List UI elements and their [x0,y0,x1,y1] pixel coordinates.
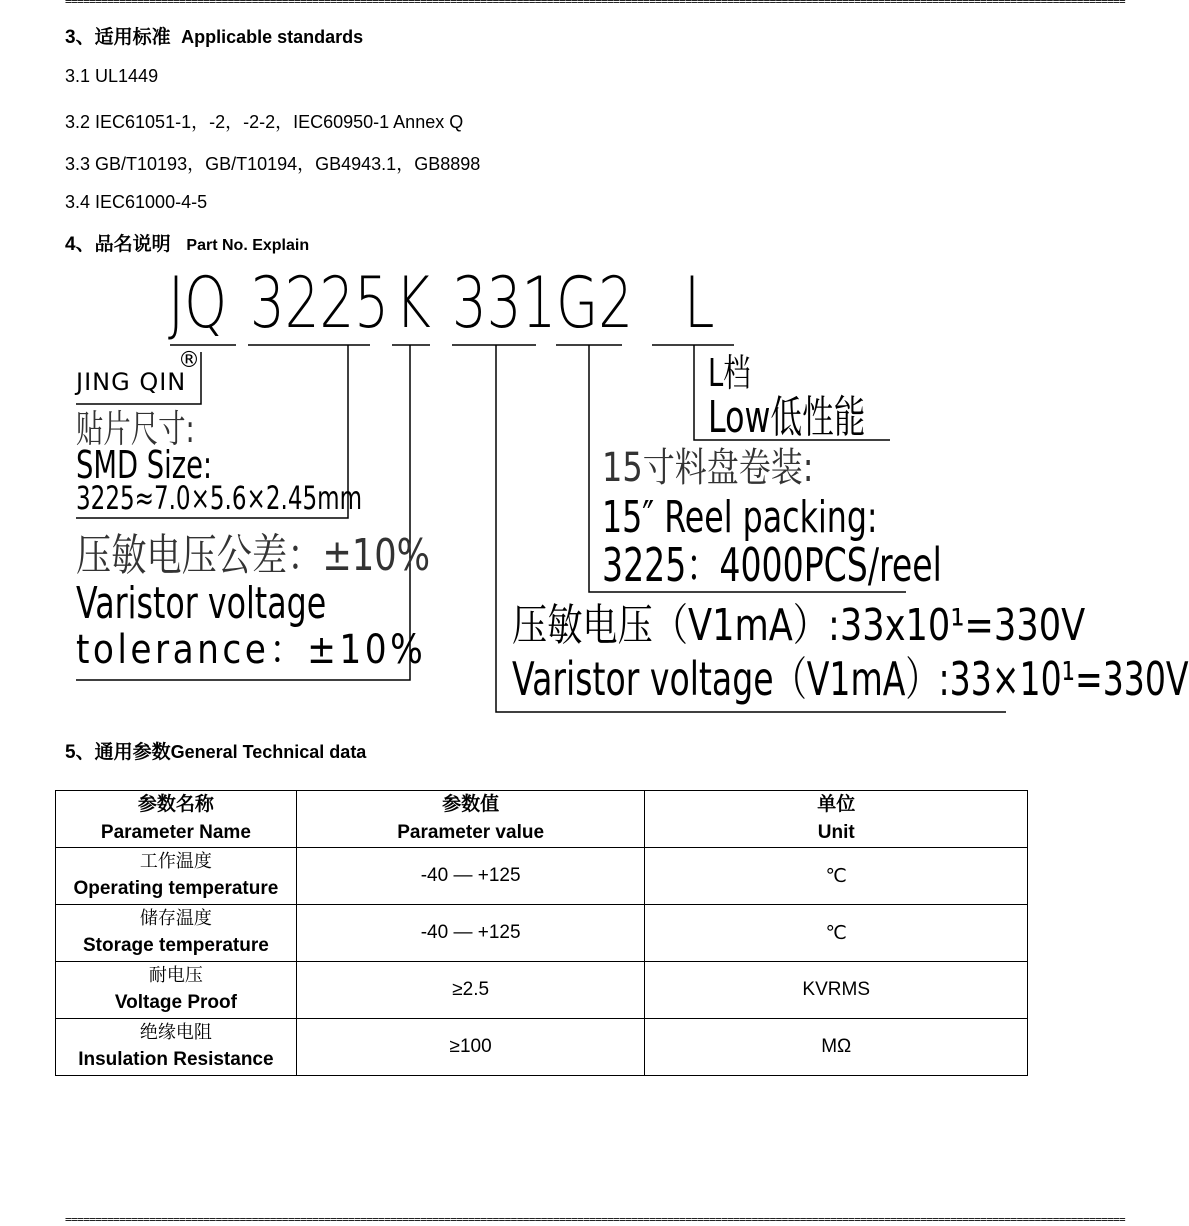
parameter-value-cell: ≥100 [296,1019,645,1076]
part-segment-voltage: 331 [452,262,557,344]
standard-item: 3.3 GB/T10193，GB/T10194，GB4943.1，GB8898 [65,154,481,174]
tolerance-label-en-1: Varistor voltage [76,578,327,629]
grade-label-cn: L档 [708,351,751,395]
section-5-title: 5、通用参数 [65,742,171,763]
part-segment-series: JQ [168,262,228,344]
section-5-title-en: General Technical data [170,742,367,762]
parameter-name-cell: 耐电压 Voltage Proof [56,962,297,1019]
registered-mark: ® [178,348,200,373]
size-label-en: SMD Size: [76,443,213,487]
table-header-row [56,791,1028,848]
section-3-title-en: Applicable standards [181,27,364,47]
parameter-name-cell: 工作温度 Operating temperature [56,848,297,905]
section-4-title-en: Part No. Explain [186,237,310,254]
parameter-name-cell: 储存温度 Storage temperature [56,905,297,962]
general-technical-table [55,790,1028,1076]
grade-label-en: Low低性能 [708,392,866,443]
table-row [56,848,1028,905]
table-row [56,905,1028,962]
part-segment-size: 3225 [250,262,389,344]
reel-label-cn: 15寸料盘卷装: [602,445,814,491]
header-unit: 单位 Unit [645,791,1028,848]
reel-label-en: 15″ Reel packing: [602,492,878,543]
parameter-value-cell: -40 — +125 [296,848,645,905]
top-rule: ================================================================================================================================================================================ [65,0,1125,8]
part-segment-grade: L [684,262,715,344]
table-row [56,962,1028,1019]
size-value: 3225≈7.0×5.6×2.45mm [76,479,363,517]
unit-cell: KVRMS [645,962,1028,1019]
unit-cell: MΩ [645,1019,1028,1076]
section-4-title: 4、品名说明 [65,234,171,255]
part-segment-tolerance: K [395,262,431,344]
unit-cell: ℃ [645,848,1028,905]
bottom-rule: ================================================================================================================================================================================ [65,1213,1125,1226]
header-parameter-name: 参数名称 Parameter Name [56,791,297,848]
voltage-label-en: Varistor voltage（V1mA）:33×10¹=330V [512,652,1189,706]
tolerance-label-en-2: tolerance：±10% [76,627,427,673]
unit-cell: ℃ [645,905,1028,962]
tolerance-label-cn: 压敏电压公差：±10% [76,530,431,581]
parameter-name-cell: 绝缘电阻 Insulation Resistance [56,1019,297,1076]
parameter-value-cell: -40 — +125 [296,905,645,962]
brand-name: JING QIN [76,368,187,396]
section-5-heading [65,737,366,764]
standard-item: 3.1 UL1449 [65,66,159,86]
header-parameter-value: 参数值 Parameter value [296,791,645,848]
size-label-cn: 贴片尺寸: [76,407,195,451]
reel-quantity: 3225：4000PCS/reel [602,538,942,592]
table-row [56,1019,1028,1076]
voltage-label-cn: 压敏电压（V1mA）:33x10¹=330V [512,600,1086,651]
part-segment-package: G2 [556,262,634,344]
parameter-value-cell: ≥2.5 [296,962,645,1019]
section-3-title: 3、适用标准 [65,27,171,48]
standard-item: 3.2 IEC61051-1，-2，-2-2，IEC60950-1 Annex Q [65,112,464,132]
standard-item: 3.4 IEC61000-4-5 [65,192,208,212]
